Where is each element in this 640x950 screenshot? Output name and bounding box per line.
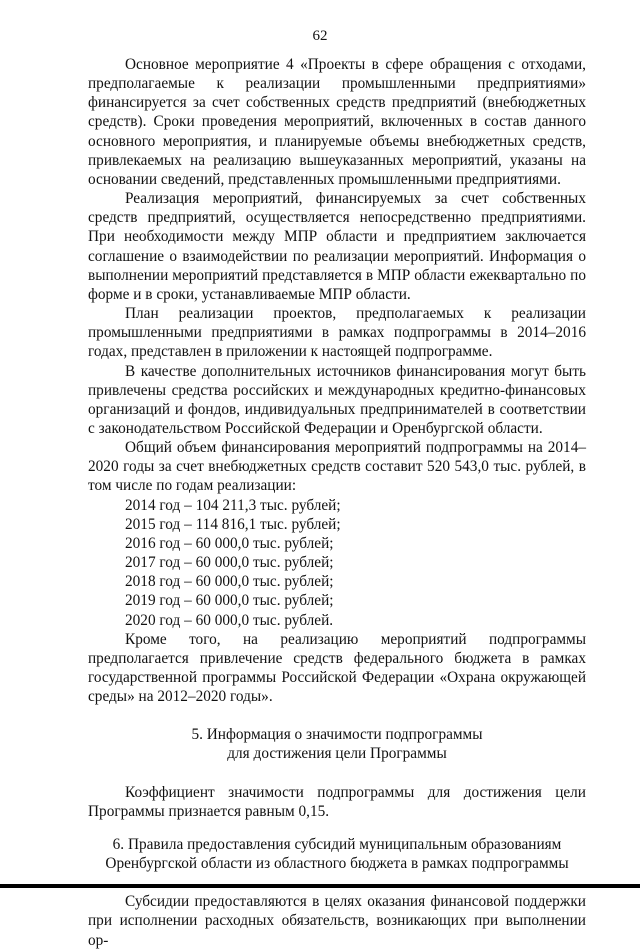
section-6-heading-line2: Оренбургской области из областного бюджета в рамках подпрограммы [105, 855, 569, 873]
funding-by-year-list [88, 496, 586, 630]
list-item: 2020 год – 60 000,0 тыс. рублей. [125, 611, 334, 629]
spacer [88, 873, 586, 892]
paragraph-implementation: Реализация мероприятий, финансируемых за счет собственных средств предприятий, осуществляется непосредственно предприятиями. При необходимости между МПР области и предприятием заключается соглашение о взаимодействии по реализации мероприятий. Информация о выполнении мероприятий представляется в МПР области ежеквартально по форме и в сроки, устанавливаемые МПР области. [88, 190, 586, 303]
section-5-heading-line1: 5. Информация о значимости подпрограммы [191, 726, 483, 744]
document-body [88, 55, 586, 950]
paragraph-project-plan: План реализации проектов, предполагаемых к реализации промышленными предприятиями в рамках подпрограммы в 2014–2016 годах, представлен в приложении к настоящей подпрограмме. [88, 305, 586, 361]
paragraph-total-funding: Общий объем финансирования мероприятий подпрограммы на 2014–2020 годы за счет внебюджетных средств составит 520 543,0 тыс. рублей, в том числе по годам реализации: [88, 439, 586, 495]
page-number: 62 [312, 28, 328, 44]
list-item: 2015 год – 114 816,1 тыс. рублей; [125, 515, 341, 533]
paragraph-subsidies: Субсидии предоставляются в целях оказания финансовой поддержки при исполнении расходных обязательств, возникающих при выполнении ор- [88, 893, 586, 949]
page-bottom-border [0, 884, 640, 888]
spacer [88, 764, 586, 783]
paragraph-additional-sources: В качестве дополнительных источников финансирования могут быть привлечены средства российских и международных кредитно-финансовых организаций и фондов, индивидуальных предпринимателей в соответствии с законодательством Российской Федерации и Оренбургской области. [88, 362, 586, 437]
paragraph-coefficient: Коэффициент значимости подпрограммы для достижения цели Программы признается равным 0,15. [88, 783, 586, 820]
list-item: 2018 год – 60 000,0 тыс. рублей; [125, 573, 334, 591]
list-item: 2017 год – 60 000,0 тыс. рублей; [125, 554, 334, 572]
list-item: 2019 год – 60 000,0 тыс. рублей; [125, 592, 334, 610]
section-6-heading-line1: 6. Правила предоставления субсидий муниципальным образованиям [112, 835, 562, 853]
paragraph-waste-projects: Основное мероприятие 4 «Проекты в сфере обращения с отходами, предполагаемые к реализации промышленными предприятиями» финансируется за счет собственных средств предприятий (внебюджетных средств). Сроки проведения мероприятий, включенных в состав данного основного мероприятия, и планируемые объемы внебюджетных средств, привлекаемых на реализацию вышеуказанных мероприятий, указаны на основании сведений, представленных промышленными предприятиями. [88, 56, 586, 188]
paragraph-federal-budget: Кроме того, на реализацию мероприятий подпрограммы предполагается привлечение средств федерального бюджета в рамках государственной программы Российской Федерации «Охрана окружающей среды» на 2012–2020 годы». [88, 630, 586, 706]
section-5-heading-line2: для достижения цели Программы [227, 745, 447, 763]
spacer [88, 706, 586, 725]
list-item: 2016 год – 60 000,0 тыс. рублей; [125, 534, 334, 552]
list-item: 2014 год – 104 211,3 тыс. рублей; [125, 496, 341, 514]
spacer [88, 821, 586, 835]
